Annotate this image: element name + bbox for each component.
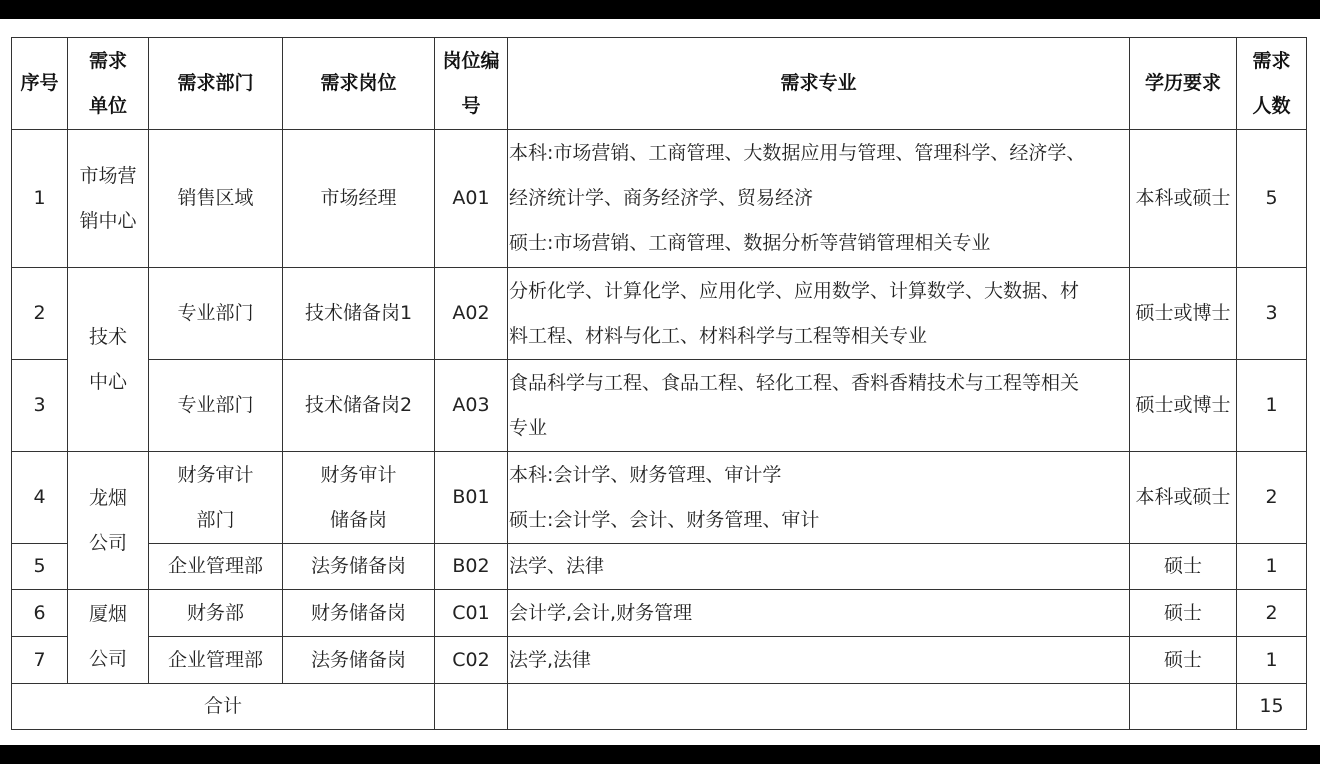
code-cell: B02	[435, 544, 508, 590]
unit-cell	[68, 452, 149, 590]
major-cell	[508, 360, 1130, 452]
dept-cell: 销售区域	[149, 130, 283, 268]
table-row	[12, 130, 1307, 268]
post-cell: 市场经理	[283, 130, 435, 268]
major-line: 本科:会计学、财务管理、审计学	[509, 463, 782, 486]
row-no: 3	[12, 360, 68, 452]
header-code-line1: 岗位编	[442, 49, 500, 72]
major-line: 硕士:市场营销、工商管理、数据分析等营销管理相关专业	[509, 232, 991, 254]
bottom-black-bar	[0, 745, 1320, 764]
header-unit-line1: 需求	[88, 49, 127, 72]
table-row	[12, 590, 1307, 637]
major-cell	[508, 544, 1130, 590]
total-code-empty	[435, 684, 508, 730]
row-no: 2	[12, 268, 68, 360]
header-code	[435, 38, 508, 130]
major-line: 硕士:会计学、会计、财务管理、审计	[509, 508, 820, 531]
total-label: 合计	[12, 684, 435, 730]
table-row	[12, 268, 1307, 360]
count-cell: 5	[1237, 130, 1307, 268]
unit-line2: 中心	[88, 370, 127, 393]
post-cell: 法务储备岗	[283, 544, 435, 590]
header-count-line1: 需求	[1252, 49, 1291, 72]
table-row	[12, 452, 1307, 544]
major-line: 本科:市场营销、工商管理、大数据应用与管理、管理科学、经济学、	[509, 142, 1086, 164]
edu-cell: 硕士或博士	[1130, 360, 1237, 452]
major-line: 法学、法律	[509, 555, 605, 577]
row-no: 5	[12, 544, 68, 590]
header-count-line2: 人数	[1252, 94, 1291, 117]
header-unit	[68, 38, 149, 130]
count-cell: 2	[1237, 590, 1307, 637]
post-cell: 法务储备岗	[283, 637, 435, 684]
row-no: 1	[12, 130, 68, 268]
edu-cell: 硕士	[1130, 637, 1237, 684]
table-row	[12, 637, 1307, 684]
header-post: 需求岗位	[283, 38, 435, 130]
post-line1: 财务审计	[320, 463, 397, 486]
count-cell: 1	[1237, 637, 1307, 684]
unit-line1: 技术	[88, 325, 127, 348]
code-cell: A03	[435, 360, 508, 452]
unit-cell	[68, 268, 149, 452]
dept-cell: 专业部门	[149, 360, 283, 452]
header-unit-line2: 单位	[88, 94, 127, 117]
post-cell: 财务储备岗	[283, 590, 435, 637]
major-line: 食品科学与工程、食品工程、轻化工程、香料香精技术与工程等相关	[509, 371, 1080, 394]
table-row	[12, 544, 1307, 590]
header-dept: 需求部门	[149, 38, 283, 130]
code-cell: A01	[435, 130, 508, 268]
post-cell	[283, 452, 435, 544]
recruitment-table	[11, 37, 1307, 730]
edu-cell: 本科或硕士	[1130, 452, 1237, 544]
major-line: 经济统计学、商务经济学、贸易经济	[509, 187, 814, 209]
unit-line1: 龙烟	[88, 486, 127, 509]
major-cell	[508, 637, 1130, 684]
count-cell: 1	[1237, 360, 1307, 452]
dept-cell: 专业部门	[149, 268, 283, 360]
dept-line1: 财务审计	[177, 463, 254, 486]
header-count	[1237, 38, 1307, 130]
unit-line2: 公司	[88, 531, 127, 554]
edu-cell: 硕士	[1130, 590, 1237, 637]
unit-line2: 销中心	[79, 209, 137, 232]
post-cell: 技术储备岗1	[283, 268, 435, 360]
header-edu: 学历要求	[1130, 38, 1237, 130]
edu-cell: 硕士或博士	[1130, 268, 1237, 360]
dept-cell	[149, 452, 283, 544]
unit-line2: 公司	[88, 647, 127, 670]
dept-cell: 企业管理部	[149, 544, 283, 590]
unit-line1: 市场营	[79, 164, 137, 187]
total-edu-empty	[1130, 684, 1237, 730]
count-cell: 1	[1237, 544, 1307, 590]
code-cell: A02	[435, 268, 508, 360]
row-no: 4	[12, 452, 68, 544]
major-line: 法学,法律	[509, 648, 592, 671]
major-line: 分析化学、计算化学、应用化学、应用数学、计算数学、大数据、材	[509, 279, 1080, 302]
dept-line2: 部门	[196, 508, 235, 531]
code-cell: B01	[435, 452, 508, 544]
post-line2: 储备岗	[329, 508, 387, 531]
post-cell: 技术储备岗2	[283, 360, 435, 452]
major-cell	[508, 590, 1130, 637]
header-row	[12, 38, 1307, 130]
header-code-line2: 号	[461, 94, 481, 117]
dept-cell: 企业管理部	[149, 637, 283, 684]
major-line: 会计学,会计,财务管理	[509, 601, 693, 624]
row-no: 7	[12, 637, 68, 684]
dept-cell: 财务部	[149, 590, 283, 637]
count-cell: 3	[1237, 268, 1307, 360]
header-major: 需求专业	[508, 38, 1130, 130]
total-count: 15	[1237, 684, 1307, 730]
code-cell: C02	[435, 637, 508, 684]
unit-cell	[68, 130, 149, 268]
unit-cell	[68, 590, 149, 684]
code-cell: C01	[435, 590, 508, 637]
major-line: 专业	[509, 416, 548, 439]
row-no: 6	[12, 590, 68, 637]
table-row	[12, 360, 1307, 452]
header-no: 序号	[12, 38, 68, 130]
edu-cell: 本科或硕士	[1130, 130, 1237, 268]
major-line: 料工程、材料与化工、材料科学与工程等相关专业	[509, 324, 928, 347]
edu-cell: 硕士	[1130, 544, 1237, 590]
total-major-empty	[508, 684, 1130, 730]
major-cell	[508, 452, 1130, 544]
total-row	[12, 684, 1307, 730]
major-cell	[508, 130, 1130, 268]
count-cell: 2	[1237, 452, 1307, 544]
unit-line1: 厦烟	[88, 602, 127, 625]
major-cell	[508, 268, 1130, 360]
top-black-bar	[0, 0, 1320, 19]
